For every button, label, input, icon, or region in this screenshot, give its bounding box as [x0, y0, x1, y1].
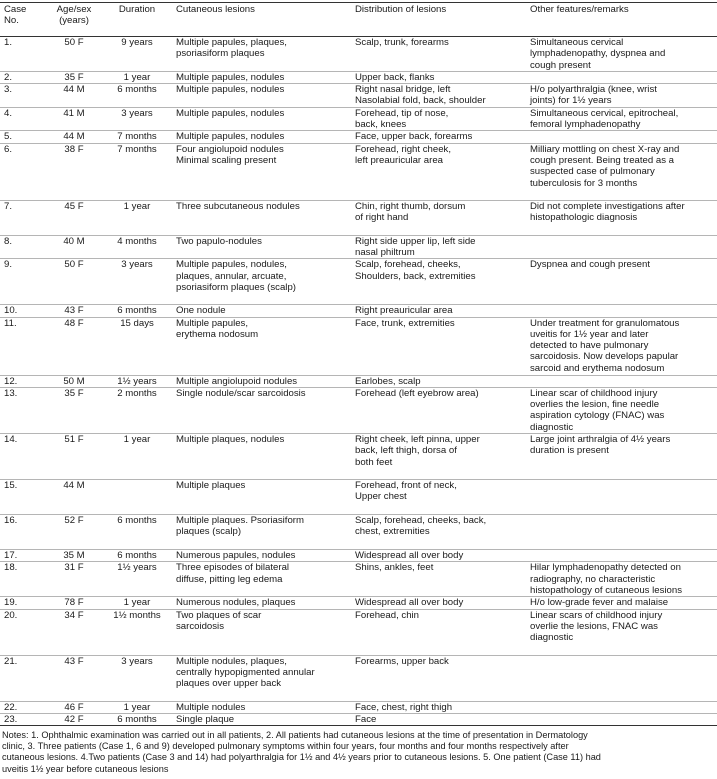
- duration-cell: 2 months: [117, 387, 157, 399]
- table-row: [0, 515, 717, 550]
- cell-line: Right cheek, left pinna, upper: [355, 434, 480, 446]
- remarks-cell: [528, 434, 717, 480]
- cell-line: Right nasal bridge, left: [355, 84, 451, 96]
- case-number-cell: 22.: [4, 701, 18, 713]
- cutaneous-lesions-cell: [174, 434, 353, 480]
- remarks-cell: [528, 609, 717, 655]
- cutaneous-lesions-cell: [174, 107, 353, 131]
- distribution-cell: [353, 480, 528, 515]
- distribution-cell: [353, 597, 528, 609]
- cell-line: Upper chest: [355, 491, 407, 503]
- cell-line: Face, upper back, forearms: [355, 131, 473, 143]
- header-row: [0, 3, 717, 37]
- cutaneous-lesions-cell: [174, 143, 353, 200]
- case-number-cell: 2.: [4, 71, 13, 83]
- table-row: [0, 305, 717, 317]
- duration-cell: 1 year: [123, 597, 151, 609]
- table-row: [0, 235, 717, 259]
- cell-line: Multiple plaques, nodules: [176, 434, 285, 446]
- table-row: [0, 609, 717, 655]
- remarks-cell: [528, 550, 717, 562]
- cell-line: Dyspnea and cough present: [530, 259, 651, 271]
- age-sex-cell: 78 F: [64, 597, 84, 609]
- duration-cell: 1 year: [123, 701, 151, 713]
- case-number-cell: 8.: [4, 235, 13, 247]
- table-row: [0, 259, 717, 305]
- remarks-cell: [528, 387, 717, 433]
- distribution-header: [353, 3, 528, 37]
- cell-line: Scalp, trunk, forearms: [355, 37, 449, 48]
- case-number-cell: 11.: [4, 317, 17, 329]
- distribution-cell: [353, 37, 528, 72]
- cell-line: Minimal scaling present: [176, 154, 277, 166]
- distribution-cell: [353, 107, 528, 131]
- cell-line: duration is present: [530, 445, 609, 457]
- age-sex-cell: 50 M: [63, 375, 85, 387]
- cell-line: Two papulo-nodules: [176, 235, 262, 247]
- cutaneous-lesions-cell: [174, 713, 353, 725]
- age-sex-cell: 48 F: [64, 317, 84, 329]
- distribution-cell: [353, 84, 528, 108]
- duration-cell: 1½ months: [113, 609, 161, 621]
- cell-line: Upper back, flanks: [355, 71, 435, 83]
- cell-line: chest, extremities: [355, 526, 430, 538]
- note-line: uveitis 1½ year before cutaneous lesions: [2, 763, 169, 774]
- cutaneous-lesions-cell: [174, 317, 353, 375]
- cell-line: Single plaque: [176, 713, 235, 725]
- cell-line: Multiple angiolupoid nodules: [176, 375, 298, 387]
- cell-line: sarcoidosis: [176, 620, 224, 632]
- duration-cell: 15 days: [120, 317, 154, 329]
- age-sex-cell: 38 F: [64, 143, 84, 155]
- remarks-cell: [528, 259, 717, 305]
- age-sex-cell: 44 M: [63, 480, 85, 492]
- cell-line: Multiple nodules, plaques,: [176, 655, 287, 667]
- cell-line: Numerous nodules, plaques: [176, 597, 296, 609]
- table-row: [0, 143, 717, 200]
- cell-line: centrally hypopigmented annular: [176, 666, 315, 678]
- age-sex-cell: 42 F: [64, 713, 84, 725]
- header-line: No.: [4, 15, 19, 27]
- note-line: clinic, 3. Three patients (Case 1, 6 and 9) developed pulmonary symptoms within four years, four months and four months respectively after: [2, 741, 569, 752]
- header-line: Distribution of lesions: [355, 4, 447, 15]
- cell-line: back, knees: [355, 119, 407, 131]
- remarks-cell: [528, 317, 717, 375]
- duration-cell: 9 years: [121, 37, 153, 48]
- age-sex-cell: 35 F: [64, 71, 84, 83]
- cutaneous-lesions-header: [174, 3, 353, 37]
- cell-line: diagnostic: [530, 632, 574, 644]
- remarks-cell: [528, 597, 717, 609]
- cell-line: H/o low-grade fever and malaise: [530, 597, 669, 609]
- cell-line: Under treatment for granulomatous: [530, 317, 680, 329]
- case-number-cell: 19.: [4, 597, 18, 609]
- cell-line: sarcoidosis. Now develops papular: [530, 351, 679, 363]
- table-row: [0, 71, 717, 83]
- cell-line: femoral lymphadenopathy: [530, 119, 641, 131]
- cell-line: left preauricular area: [355, 154, 443, 166]
- distribution-cell: [353, 562, 528, 597]
- distribution-cell: [353, 609, 528, 655]
- cell-line: plaques, annular, arcuate,: [176, 270, 287, 282]
- cell-line: tuberculosis for 3 months: [530, 177, 638, 189]
- cutaneous-lesions-cell: [174, 259, 353, 305]
- remarks-cell: [528, 375, 717, 387]
- header-line: Other features/remarks: [530, 4, 629, 15]
- cell-line: Earlobes, scalp: [355, 375, 421, 387]
- remarks-cell: [528, 305, 717, 317]
- cell-line: Simultaneous cervical, epitrocheal,: [530, 107, 679, 119]
- remarks-cell: [528, 701, 717, 713]
- duration-cell: 7 months: [117, 131, 157, 143]
- age-sex-cell: 35 F: [64, 387, 84, 399]
- age-sex-cell: 31 F: [64, 562, 84, 574]
- cell-line: erythema nodosum: [176, 328, 259, 340]
- cell-line: Multiple papules, nodules: [176, 71, 285, 83]
- cell-line: Did not complete investigations after: [530, 200, 685, 212]
- table-row: [0, 434, 717, 480]
- cell-line: Two plaques of scar: [176, 609, 262, 621]
- duration-cell: 6 months: [117, 84, 157, 96]
- cutaneous-lesions-cell: [174, 305, 353, 317]
- cell-line: both feet: [355, 456, 393, 468]
- cell-line: Forearms, upper back: [355, 655, 449, 667]
- table-row: [0, 107, 717, 131]
- age-sex-cell: 43 F: [64, 655, 84, 667]
- case-number-cell: 5.: [4, 131, 13, 143]
- case-number-cell: 21.: [4, 655, 18, 667]
- duration-cell: 6 months: [117, 713, 157, 725]
- remarks-cell: [528, 200, 717, 235]
- cell-line: of right hand: [355, 211, 409, 223]
- distribution-cell: [353, 387, 528, 433]
- cell-line: Multiple papules, nodules,: [176, 259, 287, 271]
- cell-line: sarcoid and erythema nodosum: [530, 362, 665, 374]
- cell-line: Multiple nodules: [176, 701, 246, 713]
- duration-cell: 1 year: [123, 200, 151, 212]
- cell-line: lymphadenopathy, dyspnea and: [530, 48, 666, 60]
- case-number-cell: 3.: [4, 84, 13, 96]
- table-row: [0, 655, 717, 701]
- distribution-cell: [353, 259, 528, 305]
- cell-line: psoriasiform plaques: [176, 48, 265, 60]
- cell-line: Multiple papules, nodules: [176, 84, 285, 96]
- age-sex-cell: 52 F: [64, 515, 84, 527]
- case-number-cell: 16.: [4, 515, 18, 527]
- cell-line: histopathologic diagnosis: [530, 211, 638, 223]
- case-number-cell: 15.: [4, 480, 18, 492]
- age-sex-cell: 46 F: [64, 701, 84, 713]
- header-line: Cutaneous lesions: [176, 4, 255, 15]
- cell-line: Single nodule/scar sarcoidosis: [176, 387, 306, 399]
- remarks-cell: [528, 655, 717, 701]
- cell-line: Face, chest, right thigh: [355, 701, 453, 713]
- distribution-cell: [353, 200, 528, 235]
- case-number-cell: 13.: [4, 387, 18, 399]
- cell-line: Large joint arthralgia of 4½ years: [530, 434, 671, 446]
- case-number-cell: 23.: [4, 713, 18, 725]
- cell-line: Forehead, chin: [355, 609, 419, 621]
- cell-line: uveitis for 1½ year and later: [530, 328, 649, 340]
- cell-line: joints) for 1½ years: [530, 95, 612, 107]
- cell-line: Widespread all over body: [355, 550, 464, 562]
- case-number-cell: 7.: [4, 200, 13, 212]
- cell-line: cough present: [530, 59, 591, 71]
- cell-line: radiography, no characteristic: [530, 573, 656, 585]
- cutaneous-lesions-cell: [174, 200, 353, 235]
- case-number-cell: 6.: [4, 143, 13, 155]
- duration-cell: 6 months: [117, 305, 157, 317]
- cutaneous-lesions-cell: [174, 515, 353, 550]
- cell-line: plaques over upper back: [176, 678, 282, 690]
- cell-line: back, left thigh, dorsa of: [355, 445, 457, 457]
- cell-line: Scalp, forehead, cheeks, back,: [355, 515, 487, 527]
- case-number-cell: 10.: [4, 305, 18, 317]
- table-row: [0, 317, 717, 375]
- distribution-cell: [353, 701, 528, 713]
- cell-line: detected to have pulmonary: [530, 340, 649, 352]
- remarks-cell: [528, 131, 717, 143]
- case-no-header: [0, 3, 48, 37]
- distribution-cell: [353, 655, 528, 701]
- cell-line: Multiple papules,: [176, 317, 248, 329]
- cell-line: Forehead, right cheek,: [355, 143, 451, 155]
- cell-line: Linear scar of childhood injury: [530, 387, 658, 399]
- duration-cell: 1½ years: [117, 562, 157, 574]
- cell-line: Nasolabial fold, back, shoulder: [355, 95, 486, 107]
- cutaneous-lesions-cell: [174, 84, 353, 108]
- table-notes: [0, 730, 714, 775]
- table-row: [0, 550, 717, 562]
- duration-cell: 6 months: [117, 515, 157, 527]
- cutaneous-lesions-cell: [174, 655, 353, 701]
- age-sex-cell: 34 F: [64, 609, 84, 621]
- cell-line: Forehead, front of neck,: [355, 480, 457, 492]
- duration-header: [100, 3, 174, 37]
- distribution-cell: [353, 143, 528, 200]
- cell-line: overlies the lesion, fine needle: [530, 399, 660, 411]
- cell-line: Multiple plaques: [176, 480, 246, 492]
- cell-line: Milliary mottling on chest X-ray and: [530, 143, 680, 155]
- distribution-cell: [353, 515, 528, 550]
- case-number-cell: 1.: [4, 37, 13, 48]
- note-line: cutaneous lesions. 4.Two patients (Case 3 and 14) had polyarthralgia for 1½ and 4½ years prior to cutaneous lesions. 5. One patient (Case 11) had: [2, 752, 601, 763]
- cell-line: Widespread all over body: [355, 597, 464, 609]
- cell-line: Multiple papules, nodules: [176, 107, 285, 119]
- cell-line: Numerous papules, nodules: [176, 550, 296, 562]
- table-body: [0, 37, 717, 726]
- cell-line: Face: [355, 713, 377, 725]
- cutaneous-lesions-cell: [174, 375, 353, 387]
- table-row: [0, 131, 717, 143]
- header-line: Duration: [118, 4, 156, 15]
- age-sex-header: [48, 3, 100, 37]
- table-row: [0, 713, 717, 725]
- distribution-cell: [353, 434, 528, 480]
- cell-line: suspected case of pulmonary: [530, 166, 655, 178]
- remarks-cell: [528, 71, 717, 83]
- header-line: Age/sex: [56, 4, 92, 15]
- remarks-cell: [528, 515, 717, 550]
- age-sex-cell: 51 F: [64, 434, 84, 446]
- cell-line: nasal philtrum: [355, 246, 415, 258]
- cell-line: Multiple papules, plaques,: [176, 37, 287, 48]
- distribution-cell: [353, 305, 528, 317]
- age-sex-cell: 45 F: [64, 200, 84, 212]
- case-number-cell: 4.: [4, 107, 13, 119]
- cell-line: Simultaneous cervical: [530, 37, 624, 48]
- remarks-header: [528, 3, 717, 37]
- cutaneous-lesions-cell: [174, 597, 353, 609]
- remarks-cell: [528, 107, 717, 131]
- age-sex-cell: 44 M: [63, 131, 85, 143]
- cutaneous-lesions-cell: [174, 480, 353, 515]
- age-sex-cell: 43 F: [64, 305, 84, 317]
- cutaneous-lesions-cell: [174, 562, 353, 597]
- case-number-cell: 9.: [4, 259, 13, 271]
- remarks-cell: [528, 235, 717, 259]
- cell-line: Scalp, forehead, cheeks,: [355, 259, 461, 271]
- cell-line: Multiple plaques. Psoriasiform: [176, 515, 304, 527]
- duration-cell: 1½ years: [117, 375, 157, 387]
- duration-cell: 3 years: [121, 259, 153, 271]
- table-row: [0, 701, 717, 713]
- cell-line: One nodule: [176, 305, 226, 317]
- cutaneous-lesions-cell: [174, 235, 353, 259]
- distribution-cell: [353, 71, 528, 83]
- cutaneous-lesions-cell: [174, 131, 353, 143]
- cutaneous-lesions-cell: [174, 387, 353, 433]
- case-number-cell: 18.: [4, 562, 18, 574]
- duration-cell: [100, 480, 174, 515]
- cell-line: overlie the lesions, FNAC was: [530, 620, 658, 632]
- table-row: [0, 480, 717, 515]
- table-header: [0, 3, 717, 37]
- cell-line: histopathology of cutaneous lesions: [530, 584, 683, 596]
- cell-line: Linear scars of childhood injury: [530, 609, 663, 621]
- cutaneous-lesions-cell: [174, 71, 353, 83]
- duration-cell: 3 years: [121, 655, 153, 667]
- cell-line: Chin, right thumb, dorsum: [355, 200, 466, 212]
- distribution-cell: [353, 131, 528, 143]
- cell-line: Four angiolupoid nodules: [176, 143, 284, 155]
- cell-line: Face, trunk, extremities: [355, 317, 455, 329]
- header-line: Case: [4, 4, 27, 15]
- duration-cell: 4 months: [117, 235, 157, 247]
- distribution-cell: [353, 713, 528, 725]
- remarks-cell: [528, 37, 717, 72]
- age-sex-cell: 50 F: [64, 259, 84, 271]
- cell-line: Shins, ankles, feet: [355, 562, 434, 574]
- cutaneous-lesions-cell: [174, 701, 353, 713]
- duration-cell: 1 year: [123, 71, 151, 83]
- case-table: [0, 2, 717, 726]
- cell-line: cough present. Being treated as a: [530, 154, 675, 166]
- cell-line: Forehead, tip of nose,: [355, 107, 449, 119]
- cutaneous-lesions-cell: [174, 550, 353, 562]
- distribution-cell: [353, 235, 528, 259]
- case-number-cell: 14.: [4, 434, 18, 446]
- duration-cell: 1 year: [123, 434, 151, 446]
- cell-line: diffuse, pitting leg edema: [176, 573, 283, 585]
- cell-line: Right preauricular area: [355, 305, 453, 317]
- cell-line: Shoulders, back, extremities: [355, 270, 476, 282]
- age-sex-cell: 40 M: [63, 235, 85, 247]
- cell-line: aspiration cytology (FNAC) was: [530, 410, 665, 422]
- table-row: [0, 562, 717, 597]
- cell-line: Three subcutaneous nodules: [176, 200, 300, 212]
- case-number-cell: 20.: [4, 609, 18, 621]
- remarks-cell: [528, 713, 717, 725]
- remarks-cell: [528, 143, 717, 200]
- cell-line: Forehead (left eyebrow area): [355, 387, 479, 399]
- distribution-cell: [353, 550, 528, 562]
- cell-line: diagnostic: [530, 421, 574, 433]
- remarks-cell: [528, 562, 717, 597]
- table-row: [0, 200, 717, 235]
- cutaneous-lesions-cell: [174, 37, 353, 72]
- table-row: [0, 375, 717, 387]
- duration-cell: 7 months: [117, 143, 157, 155]
- cell-line: Multiple papules, nodules: [176, 131, 285, 143]
- cell-line: Right side upper lip, left side: [355, 235, 476, 247]
- cutaneous-lesions-cell: [174, 609, 353, 655]
- cell-line: psoriasiform plaques (scalp): [176, 281, 296, 293]
- table-row: [0, 84, 717, 108]
- cell-line: Three episodes of bilateral: [176, 562, 290, 574]
- remarks-cell: [528, 480, 717, 515]
- case-number-cell: 17.: [4, 550, 18, 562]
- distribution-cell: [353, 375, 528, 387]
- cell-line: H/o polyarthralgia (knee, wrist: [530, 84, 657, 96]
- distribution-cell: [353, 317, 528, 375]
- note-line: Notes: 1. Ophthalmic examination was carried out in all patients, 2. All patients had cutaneous lesions at the time of presentation in Dermatology: [2, 730, 588, 740]
- age-sex-cell: 50 F: [64, 37, 84, 48]
- duration-cell: 3 years: [121, 107, 153, 119]
- table-row: [0, 387, 717, 433]
- age-sex-cell: 41 M: [63, 107, 85, 119]
- header-line: (years): [59, 15, 89, 27]
- table-row: [0, 37, 717, 72]
- cell-line: plaques (scalp): [176, 526, 242, 538]
- case-number-cell: 12.: [4, 375, 18, 387]
- age-sex-cell: 35 M: [63, 550, 85, 562]
- remarks-cell: [528, 84, 717, 108]
- cell-line: Hilar lymphadenopathy detected on: [530, 562, 681, 574]
- age-sex-cell: 44 M: [63, 84, 85, 96]
- table-row: [0, 597, 717, 609]
- duration-cell: 6 months: [117, 550, 157, 562]
